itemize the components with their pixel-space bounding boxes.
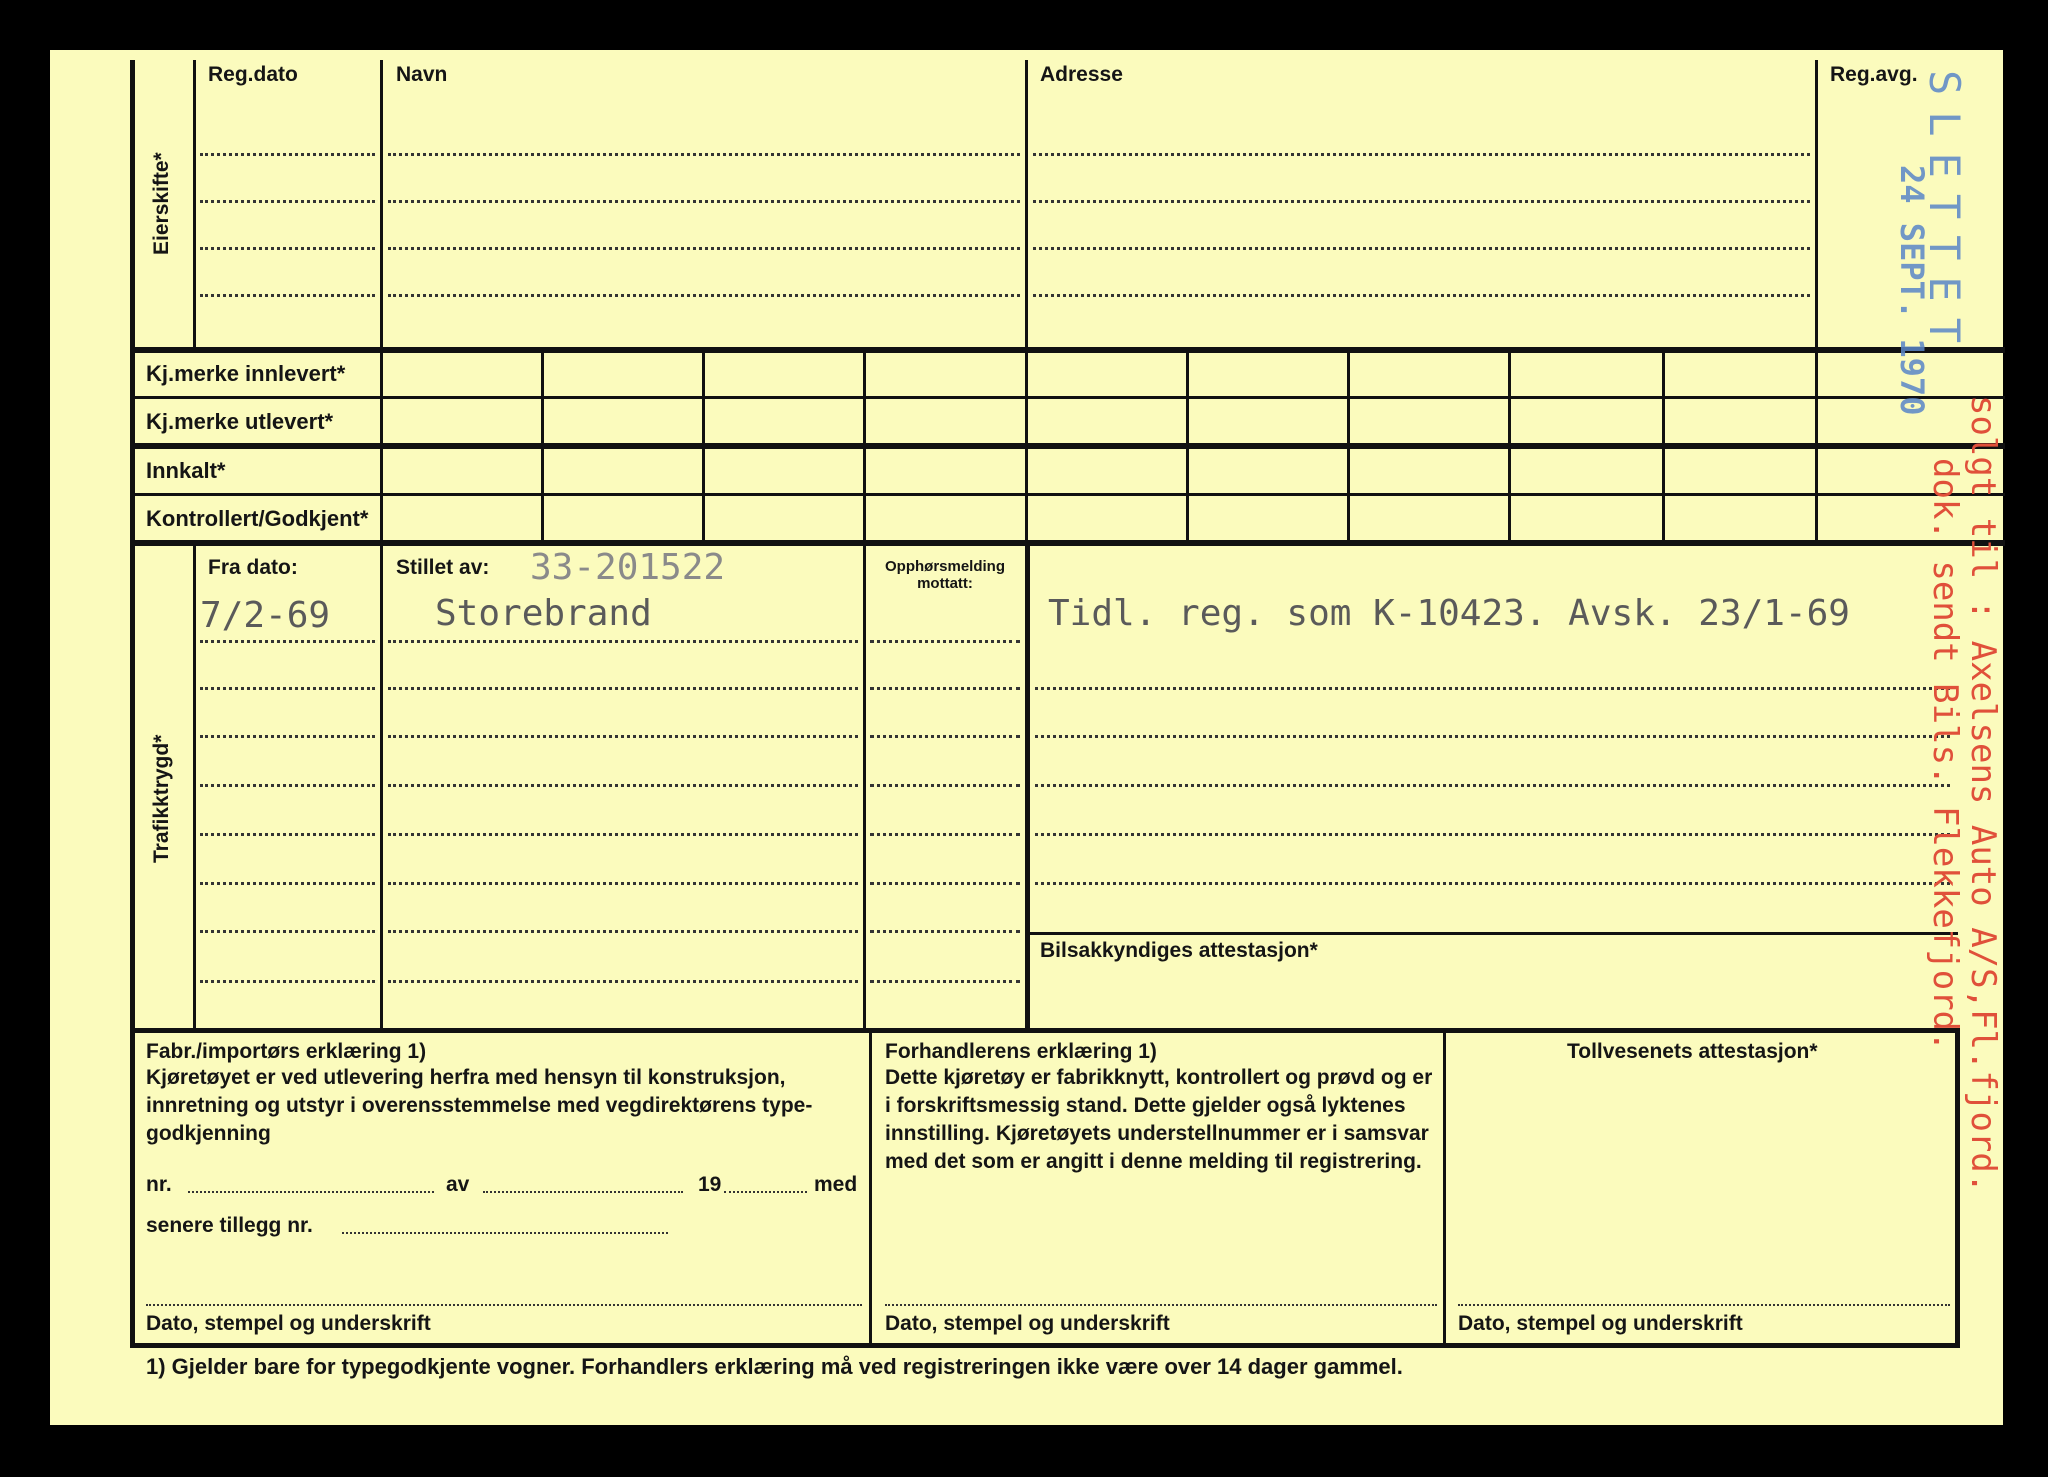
toll-signature-label: Dato, stempel og underskrift — [1458, 1312, 1743, 1335]
eierskifte-label: Eierskifte* — [150, 152, 173, 255]
reg-avg-header: Reg.avg. — [1830, 63, 1918, 86]
forhandler-signature-label: Dato, stempel og underskrift — [885, 1312, 1170, 1335]
kjmerke-utlevert-label: Kj.merke utlevert* — [146, 409, 334, 434]
fra-dato-value: 7/2-69 — [200, 595, 331, 636]
fabr-heading: Fabr./importørs erklæring 1) — [146, 1040, 427, 1063]
bottom-border — [130, 1343, 1960, 1348]
reg-dato-header: Reg.dato — [208, 63, 298, 86]
documents-sent-stamp: dok. sendt Bils. Flekkefjord. — [1925, 458, 1965, 1052]
right-border — [1955, 1030, 1960, 1347]
opphor-label: Opphørsmelding mottatt: — [885, 558, 1005, 593]
kontrollert-label: Kontrollert/Godkjent* — [146, 506, 369, 531]
fabr-med-label: med — [814, 1173, 858, 1196]
registration-card — [50, 50, 2003, 1425]
kjmerke-innlevert-label: Kj.merke innlevert* — [146, 361, 346, 386]
stillet-av-label: Stillet av: — [396, 556, 490, 579]
sold-to-stamp: solgt til : Axelsens Auto A/S,Fl.fjord. — [1963, 395, 2003, 1194]
bilsakkyndig-label: Bilsakkyndiges attestasjon* — [1040, 939, 1318, 962]
slettet-stamp: SLETTET — [1920, 70, 1969, 360]
footnote: 1) Gjelder bare for typegodkjente vogner. Forhandlers erklæring må ved registreringen ikke være over 14 dager gammel. — [146, 1354, 1403, 1379]
fabr-av-label: av — [446, 1173, 470, 1196]
remark-text: Tidl. reg. som K-10423. Avsk. 23/1-69 — [1048, 593, 1850, 634]
fabr-nr-label: nr. — [146, 1173, 172, 1196]
trafikktrygd-label: Trafikktrygd* — [150, 734, 173, 863]
stillet-av-number: 33-201522 — [530, 547, 726, 588]
stillet-av-company: Storebrand — [435, 593, 652, 634]
fabr-signature-label: Dato, stempel og underskrift — [146, 1312, 431, 1335]
adresse-header: Adresse — [1040, 63, 1123, 86]
toll-heading: Tollvesenets attestasjon* — [1567, 1040, 1818, 1063]
innkalt-label: Innkalt* — [146, 458, 226, 483]
fabr-year-label: 19 — [698, 1173, 722, 1196]
fabr-tillegg-label: senere tillegg nr. — [146, 1214, 313, 1237]
fabr-text: Kjøretøyet er ved utlevering herfra med hensyn til konstruksjon, innretning og utstyr i overensstemmelse med vegdirektørens type-godkjenning — [146, 1066, 813, 1145]
fra-dato-label: Fra dato: — [208, 556, 298, 579]
date-stamp: 24 SEPT. 1970 — [1893, 165, 1931, 416]
navn-header: Navn — [396, 63, 448, 86]
forhandler-text: Dette kjøretøy er fabrikknytt, kontrollert og prøvd og er i forskriftsmessig stand. Dette gjelder også lyktenes innstilling. Kjøretøyets understellnummer er i samsvar med det som er angitt i denne melding til registrering. — [885, 1066, 1433, 1173]
left-border — [130, 60, 135, 1343]
forhandler-heading: Forhandlerens erklæring 1) — [885, 1040, 1157, 1063]
